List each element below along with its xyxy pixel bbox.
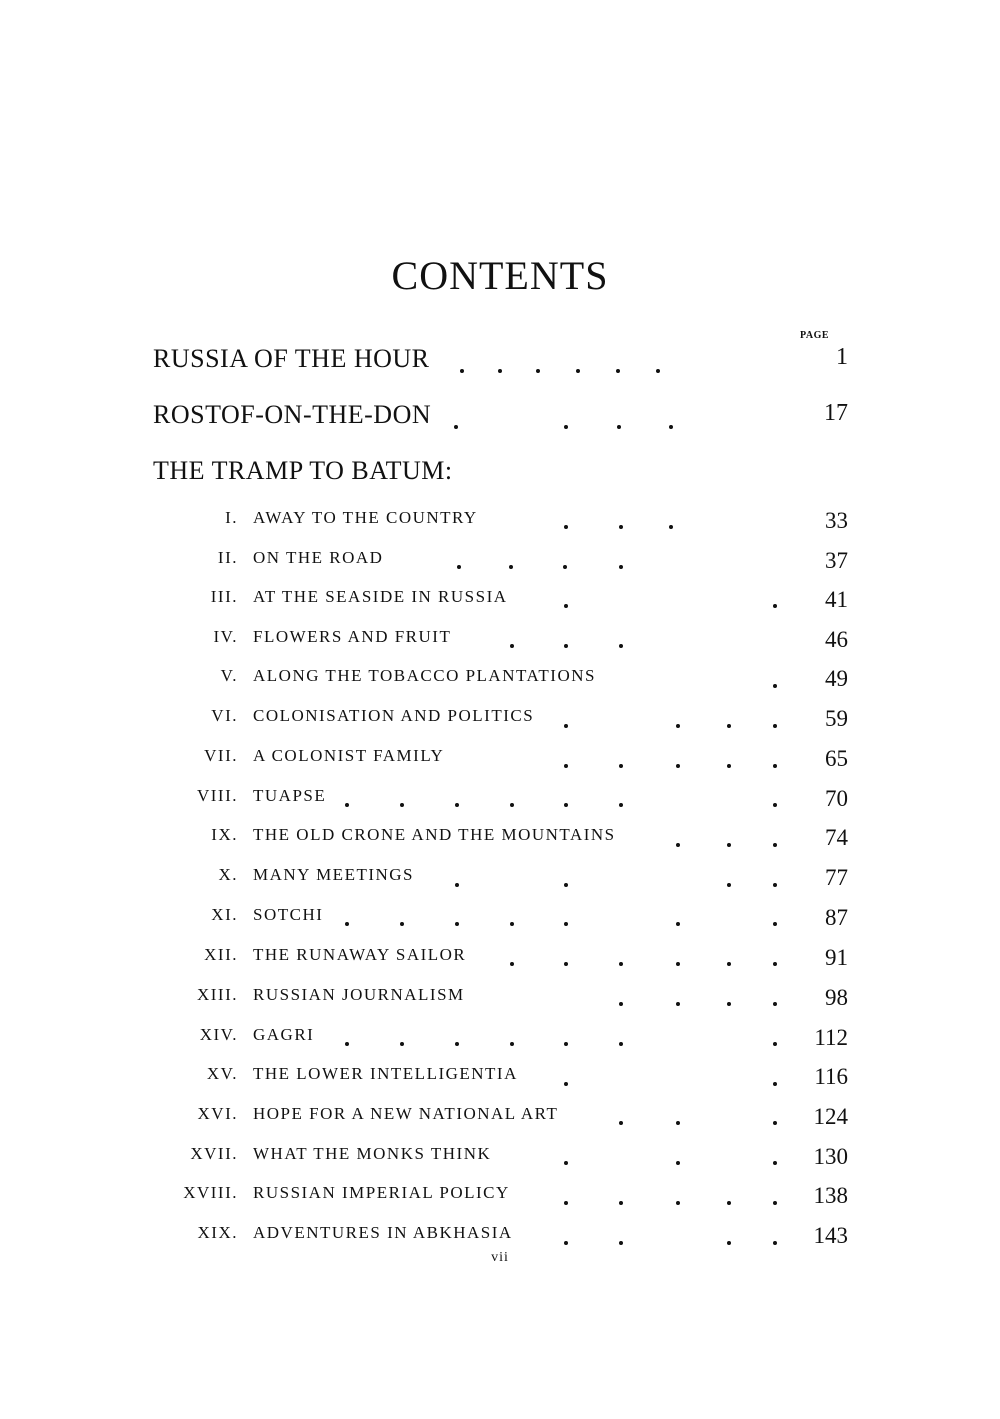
chapter-title: ON THE ROAD xyxy=(253,548,384,567)
leader-dot xyxy=(727,843,731,847)
leader-dot xyxy=(564,1201,568,1205)
leader-dot xyxy=(564,764,568,768)
leader-dot xyxy=(619,565,623,569)
toc-section-title: THE TRAMP TO BATUM: xyxy=(153,456,453,485)
chapter-page: 46 xyxy=(825,627,848,652)
chapter-number: XVI. xyxy=(197,1104,238,1123)
chapter-page: 143 xyxy=(813,1223,848,1248)
leader-dot xyxy=(345,1042,349,1046)
leader-dot xyxy=(676,1002,680,1006)
chapter-page: 37 xyxy=(825,548,848,573)
leader-dot xyxy=(727,962,731,966)
chapter-number: XI. xyxy=(211,905,238,924)
chapter-title: RUSSIAN JOURNALISM xyxy=(253,985,465,1004)
leader-dot xyxy=(564,604,568,608)
chapter-number: XVIII. xyxy=(183,1183,238,1202)
leader-dot xyxy=(564,644,568,648)
chapter-number: VIII. xyxy=(196,786,238,805)
leader-dot xyxy=(773,1042,777,1046)
chapter-title: THE RUNAWAY SAILOR xyxy=(253,945,467,964)
leader-dot xyxy=(510,644,514,648)
chapter-number: V. xyxy=(220,666,238,685)
chapter-number: I. xyxy=(225,508,238,527)
leader-dot xyxy=(727,1002,731,1006)
leader-dot xyxy=(564,425,568,429)
leader-dot xyxy=(616,369,620,373)
chapter-page: 98 xyxy=(825,985,848,1010)
leader-dot xyxy=(773,1121,777,1125)
page-number: vii xyxy=(491,1250,509,1265)
leader-dot xyxy=(498,369,502,373)
leader-dot xyxy=(510,803,514,807)
chapter-number: XIII. xyxy=(196,985,238,1004)
leader-dot xyxy=(676,1201,680,1205)
chapter-page: 91 xyxy=(825,945,848,970)
leader-dot xyxy=(619,1042,623,1046)
leader-dot xyxy=(619,1201,623,1205)
chapter-page: 59 xyxy=(825,706,848,731)
leader-dot xyxy=(536,369,540,373)
leader-dot xyxy=(400,1042,404,1046)
chapter-number: X. xyxy=(218,865,238,884)
leader-dot xyxy=(619,644,623,648)
leader-dot xyxy=(510,1042,514,1046)
chapter-page: 138 xyxy=(813,1183,848,1208)
leader-dot xyxy=(773,1002,777,1006)
leader-dot xyxy=(727,724,731,728)
chapter-title: HOPE FOR A NEW NATIONAL ART xyxy=(253,1104,559,1123)
leader-dot xyxy=(510,922,514,926)
leader-dot xyxy=(619,525,623,529)
leader-dot xyxy=(773,922,777,926)
leader-dot xyxy=(400,922,404,926)
chapter-page: 65 xyxy=(825,746,848,771)
chapter-page: 33 xyxy=(825,508,848,533)
page-title: CONTENTS xyxy=(391,253,609,298)
leader-dot xyxy=(619,1121,623,1125)
leader-dot xyxy=(656,369,660,373)
chapter-number: XIV. xyxy=(199,1025,238,1044)
leader-dot xyxy=(727,764,731,768)
leader-dot xyxy=(455,922,459,926)
chapter-number: VI. xyxy=(211,706,238,725)
leader-dot xyxy=(460,369,464,373)
chapter-title: AT THE SEASIDE IN RUSSIA xyxy=(253,587,508,606)
page-column-label: PAGE xyxy=(800,330,830,341)
leader-dot xyxy=(773,1082,777,1086)
chapter-title: ADVENTURES IN ABKHASIA xyxy=(253,1223,513,1242)
leader-dot xyxy=(773,962,777,966)
chapter-page: 130 xyxy=(813,1144,848,1169)
chapter-number: XII. xyxy=(204,945,238,964)
leader-dot xyxy=(676,1121,680,1125)
leader-dot xyxy=(510,962,514,966)
leader-dot xyxy=(457,565,461,569)
leader-dot xyxy=(564,1042,568,1046)
chapter-title: FLOWERS AND FRUIT xyxy=(253,627,452,646)
leader-dot xyxy=(773,1161,777,1165)
chapter-number: VII. xyxy=(204,746,238,765)
leader-dot xyxy=(400,803,404,807)
leader-dot xyxy=(676,962,680,966)
leader-dot xyxy=(773,883,777,887)
leader-dot xyxy=(563,565,567,569)
leader-dot xyxy=(455,1042,459,1046)
leader-dot xyxy=(676,843,680,847)
chapter-page: 116 xyxy=(814,1064,848,1089)
chapter-title: AWAY TO THE COUNTRY xyxy=(253,508,478,527)
leader-dot xyxy=(345,922,349,926)
leader-dot xyxy=(564,803,568,807)
chapter-page: 49 xyxy=(825,666,848,691)
leader-dot xyxy=(455,803,459,807)
chapter-number: IV. xyxy=(213,627,238,646)
chapter-title: A COLONIST FAMILY xyxy=(253,746,445,765)
chapter-title: COLONISATION AND POLITICS xyxy=(253,706,535,725)
chapter-title: GAGRI xyxy=(253,1025,315,1044)
leader-dot xyxy=(619,962,623,966)
leader-dot xyxy=(676,1161,680,1165)
leader-dot xyxy=(773,1201,777,1205)
leader-dot xyxy=(619,1241,623,1245)
leader-dot xyxy=(564,922,568,926)
chapter-page: 124 xyxy=(813,1104,848,1129)
leader-dot xyxy=(676,764,680,768)
leader-dot xyxy=(773,843,777,847)
toc-section-title: RUSSIA OF THE HOUR xyxy=(153,344,430,373)
chapter-page: 41 xyxy=(825,587,848,612)
chapter-page: 87 xyxy=(825,905,848,930)
leader-dot xyxy=(773,604,777,608)
leader-dot xyxy=(564,1241,568,1245)
leader-dot xyxy=(676,724,680,728)
toc-section-page: 1 xyxy=(836,344,848,370)
chapter-title: THE LOWER INTELLIGENTIA xyxy=(253,1064,518,1083)
leader-dot xyxy=(509,565,513,569)
leader-dot xyxy=(345,803,349,807)
leader-dot xyxy=(669,425,673,429)
leader-dot xyxy=(773,724,777,728)
chapter-page: 70 xyxy=(825,786,848,811)
leader-dot xyxy=(619,764,623,768)
chapter-title: WHAT THE MONKS THINK xyxy=(253,1144,492,1163)
chapter-title: ALONG THE TOBACCO PLANTATIONS xyxy=(253,666,596,685)
chapter-number: II. xyxy=(217,548,238,567)
leader-dot xyxy=(727,1241,731,1245)
leader-dot xyxy=(773,684,777,688)
chapter-title: MANY MEETINGS xyxy=(253,865,415,884)
leader-dot xyxy=(455,883,459,887)
chapter-title: SOTCHI xyxy=(253,905,324,924)
leader-dot xyxy=(773,803,777,807)
leader-dot xyxy=(773,764,777,768)
chapter-page: 112 xyxy=(814,1025,848,1050)
leader-dot xyxy=(619,803,623,807)
leader-dot xyxy=(727,883,731,887)
chapter-page: 74 xyxy=(825,825,848,850)
chapter-number: III. xyxy=(210,587,238,606)
leader-dot xyxy=(676,922,680,926)
leader-dot xyxy=(564,883,568,887)
toc-section-page: 17 xyxy=(824,400,848,426)
leader-dot xyxy=(617,425,621,429)
leader-dot xyxy=(564,724,568,728)
toc-section-title: ROSTOF-ON-THE-DON xyxy=(153,400,432,429)
chapter-number: XV. xyxy=(206,1064,238,1083)
leader-dot xyxy=(727,1201,731,1205)
chapter-number: XVII. xyxy=(190,1144,238,1163)
leader-dot xyxy=(564,525,568,529)
leader-dot xyxy=(564,1082,568,1086)
leader-dot xyxy=(669,525,673,529)
chapter-title: THE OLD CRONE AND THE MOUNTAINS xyxy=(253,825,616,844)
leader-dot xyxy=(454,425,458,429)
leader-dot xyxy=(576,369,580,373)
chapter-number: IX. xyxy=(211,825,238,844)
leader-dot xyxy=(619,1002,623,1006)
leader-dot xyxy=(564,1161,568,1165)
chapter-title: RUSSIAN IMPERIAL POLICY xyxy=(253,1183,510,1202)
leader-dot xyxy=(773,1241,777,1245)
chapter-page: 77 xyxy=(825,865,848,890)
chapter-number: XIX. xyxy=(197,1223,238,1242)
chapter-title: TUAPSE xyxy=(253,786,327,805)
leader-dot xyxy=(564,962,568,966)
